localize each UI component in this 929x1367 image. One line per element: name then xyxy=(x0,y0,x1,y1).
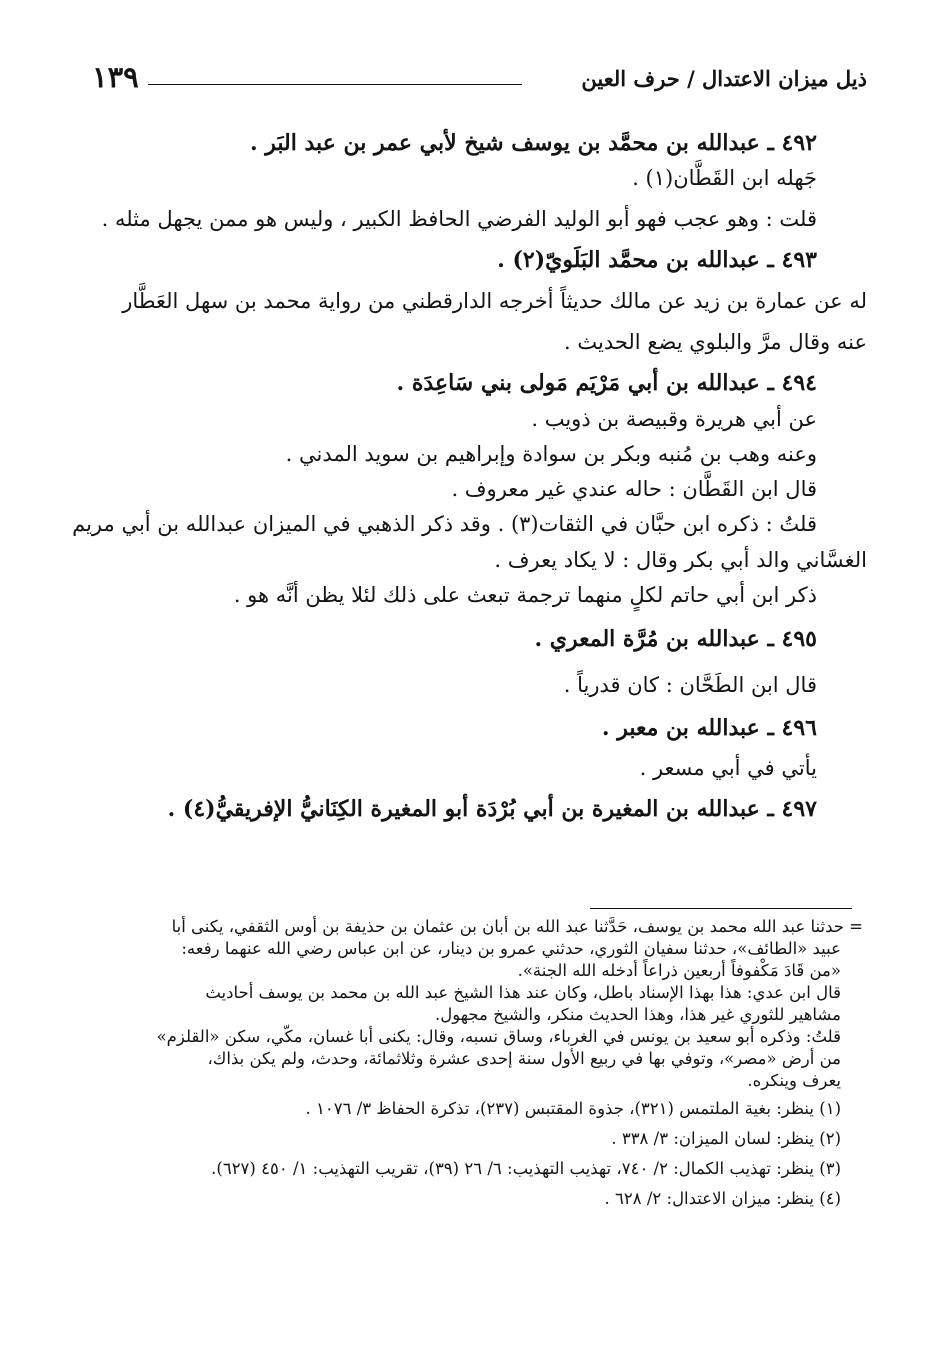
entry-line: وعنه وهب بن مُنبه وبكر بن سوادة وإبراهيم بن سويد المدني . xyxy=(285,442,817,466)
entry-line: قال ابن القَطَّان : حاله عندي غير معروف . xyxy=(451,477,817,501)
footnote-separator xyxy=(590,908,852,909)
footnote-continuation-line: من أرض «مصر»، وتوفي بها في ربيع الأول سنة إحدى عشرة وثلاثمائة، وحدث، ولم يكن بذاك، xyxy=(207,1049,841,1068)
footnote-1: (١) ينظر: بغية الملتمس (٣٢١)، جذوة المقتبس (٢٣٧)، تذكرة الحفاظ ٣/ ١٠٧٦ . xyxy=(305,1099,841,1118)
footnotes xyxy=(54,916,863,1210)
entry-line: له عن عمارة بن زيد عن مالك حديثاً أخرجه الدارقطني من رواية محمد بن سهل العَطَّار xyxy=(122,289,867,313)
page-header xyxy=(92,60,867,100)
footnote-continuation-line: قلتُ: وذكره أبو سعيد بن يونس في الغرباء، وساق نسبه، وقال: يكنى أبا غسان، مكّي، سكن «القلزم» xyxy=(156,1027,841,1046)
entry-heading-495: ٤٩٥ ـ عبدالله بن مُرَّة المعري . xyxy=(534,626,817,652)
header-rule xyxy=(148,84,522,85)
entry-line: قال ابن الطَحَّان : كان قدرياً . xyxy=(563,673,817,697)
footnote-continuation-line: = حدثنا عبد الله محمد بن يوسف، حَدَّثنا عبد الله بن أبان بن عثمان بن حذيفة بن أوس الثقفي، يكنى أبا xyxy=(171,917,863,936)
entry-line: عن أبي هريرة وقبيصة بن ذويب . xyxy=(531,407,817,431)
footnote-3: (٣) ينظر: تهذيب الكمال: ٢/ ٧٤٠، تهذيب التهذيب: ٦/ ٢٦ (٣٩)، تقريب التهذيب: ١/ ٤٥٠ (٦٢٧). xyxy=(211,1159,841,1178)
footnote-continuation-line: مشاهير للثوري غير هذا، وهذا الحديث منكر، والشيخ مجهول. xyxy=(435,1005,841,1024)
footnote-continuation-line: عبيد «الطائف»، حدثنا سفيان الثوري، حدثني عمرو بن دينار، عن ابن عباس رضي الله عنهما رفعه: xyxy=(181,939,841,958)
entry-line: يأتي في أبي مسعر . xyxy=(639,756,817,780)
main-text xyxy=(58,122,867,822)
entry-heading-493: ٤٩٣ ـ عبدالله بن محمَّد البَلَويّ(٢) . xyxy=(497,247,817,273)
footnote-continuation-line: قال ابن عدي: هذا بهذا الإسناد باطل، وكان عند هذا الشيخ عبد الله بن محمد بن يوسف أحاديث xyxy=(205,983,841,1002)
footnote-4: (٤) ينظر: ميزان الاعتدال: ٢/ ٦٢٨ . xyxy=(604,1189,841,1208)
entry-line: ذكر ابن أبي حاتم لكلٍ منهما ترجمة تبعث على ذلك لئلا يظن أنَّه هو . xyxy=(233,583,817,607)
entry-line: الغسَّاني والد أبي بكر وقال : لا يكاد يعرف . xyxy=(494,548,867,572)
footnote-2: (٢) ينظر: لسان الميزان: ٣/ ٣٣٨ . xyxy=(611,1129,841,1148)
footnote-continuation-line: يعرف وينكره. xyxy=(747,1071,841,1090)
footnote-continuation-line: «من قَادَ مَكْفوفاً أربعين ذراعاً أدخله الله الجنة». xyxy=(517,961,841,980)
entry-heading-496: ٤٩٦ ـ عبدالله بن معبر . xyxy=(601,715,817,741)
entry-heading-497: ٤٩٧ ـ عبدالله بن المغيرة بن أبي بُرْدَة أبو المغيرة الكِنَانيُّ الإفريقيُّ(٤) . xyxy=(167,796,817,822)
entry-line: قلت : وهو عجب فهو أبو الوليد الفرضي الحافظ الكبير ، وليس هو ممن يجهل مثله . xyxy=(101,207,817,231)
running-head: ذيل ميزان الاعتدال / حرف العين xyxy=(581,66,867,91)
entry-line: جَهله ابن القَطَّان(١) . xyxy=(632,166,817,190)
page-number: ١٣٩ xyxy=(92,60,139,94)
entry-heading-492: ٤٩٢ ـ عبدالله بن محمَّد بن يوسف شيخ لأبي عمر بن عبد البَر . xyxy=(249,130,817,156)
entry-line: قلتُ : ذكره ابن حبَّان في الثقات(٣) . وقد ذكر الذهبي في الميزان عبدالله بن أبي مريم xyxy=(72,512,817,536)
entry-heading-494: ٤٩٤ ـ عبدالله بن أبي مَرْيَم مَولى بني سَاعِدَة . xyxy=(396,370,817,396)
entry-line: عنه وقال مرَّ والبلوي يضع الحديث . xyxy=(564,330,867,354)
